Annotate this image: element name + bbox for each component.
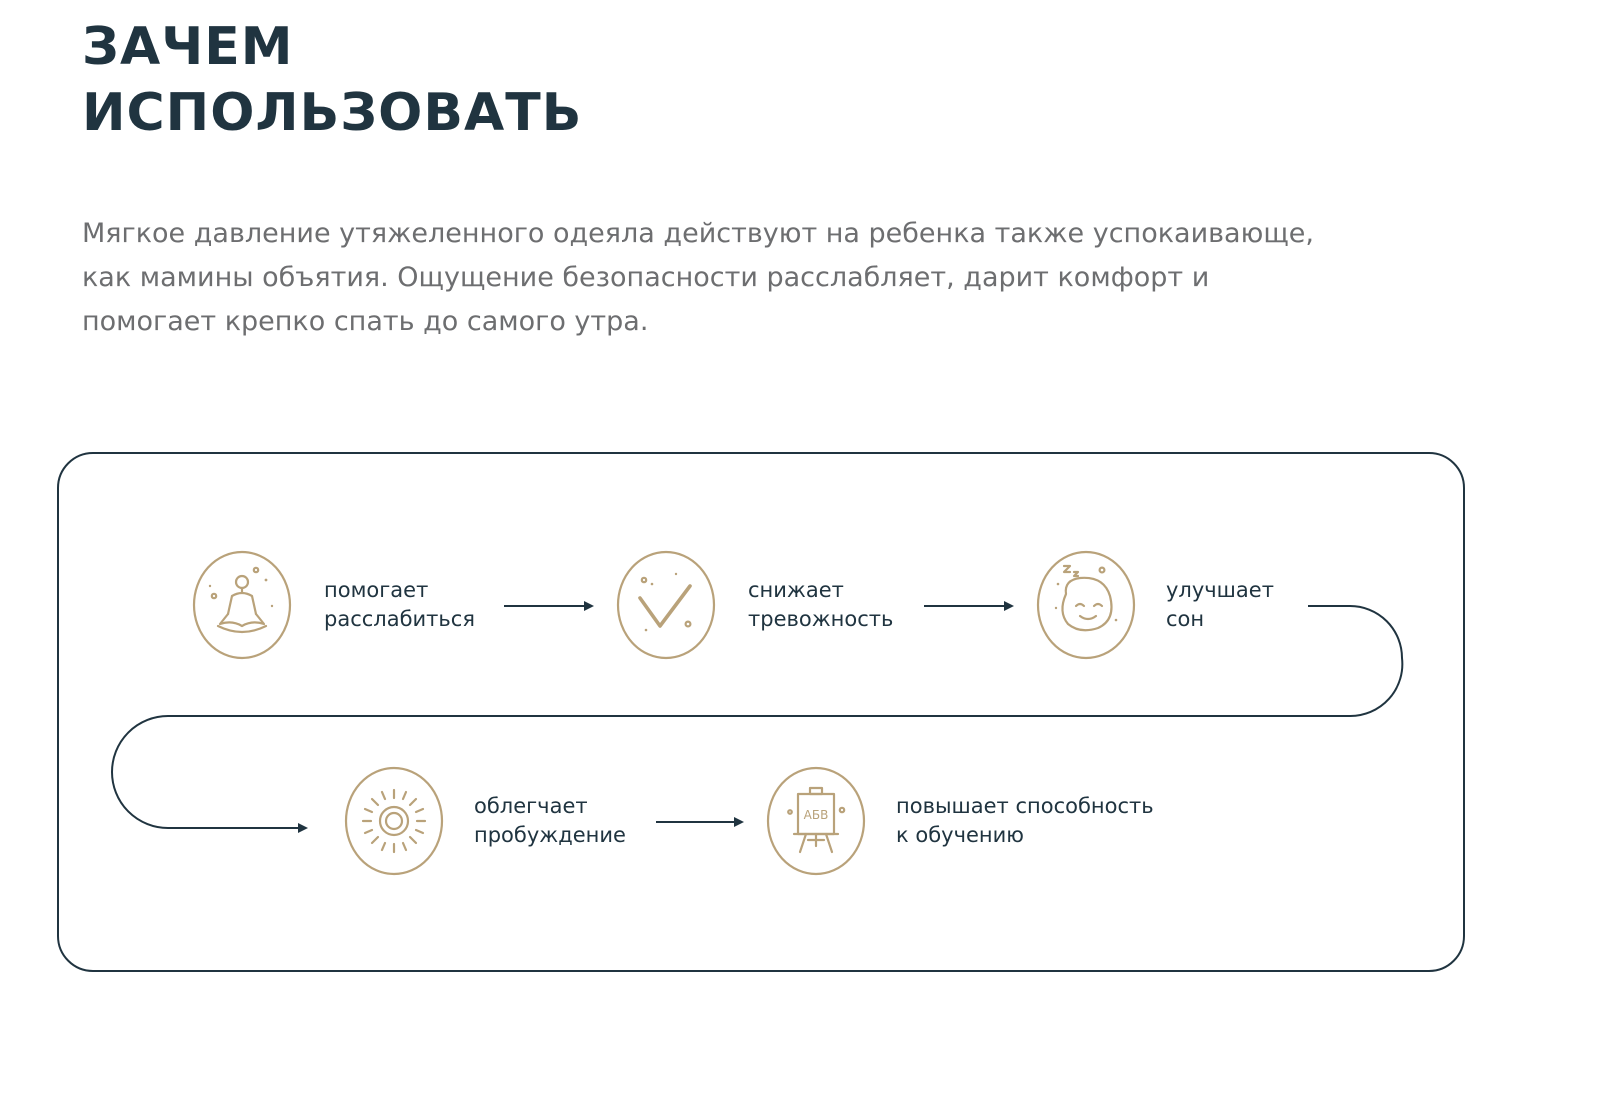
meditation-icon	[192, 550, 292, 660]
easel-icon	[766, 766, 866, 876]
intro-paragraph	[82, 212, 1422, 344]
step-label: улучшает сон	[1166, 578, 1274, 631]
step-label: облегчает пробуждение	[474, 794, 626, 847]
intro-line-3: помогает крепко спать до самого утра.	[82, 306, 649, 337]
intro-line-2: как мамины объятия. Ощущение безопасности расслабляет, дарит комфорт и	[82, 262, 1210, 293]
checkmark-icon	[616, 550, 716, 660]
step-label: помогает расслабиться	[324, 578, 475, 631]
page-title-line-1: ЗАЧЕМ	[82, 17, 294, 77]
easel-letters: АБВ	[803, 808, 829, 822]
page-title-line-2: ИСПОЛЬЗОВАТЬ	[82, 83, 583, 143]
page-title	[82, 14, 582, 146]
benefits-panel	[57, 452, 1465, 972]
step-label: снижает тревожность	[748, 578, 894, 631]
sleep-face-icon	[1036, 550, 1136, 660]
step-label: повышает способность к обучению	[896, 794, 1154, 847]
intro-line-1: Мягкое давление утяжеленного одеяла действуют на ребенка также успокаивающе,	[82, 218, 1314, 249]
sun-icon	[344, 766, 444, 876]
